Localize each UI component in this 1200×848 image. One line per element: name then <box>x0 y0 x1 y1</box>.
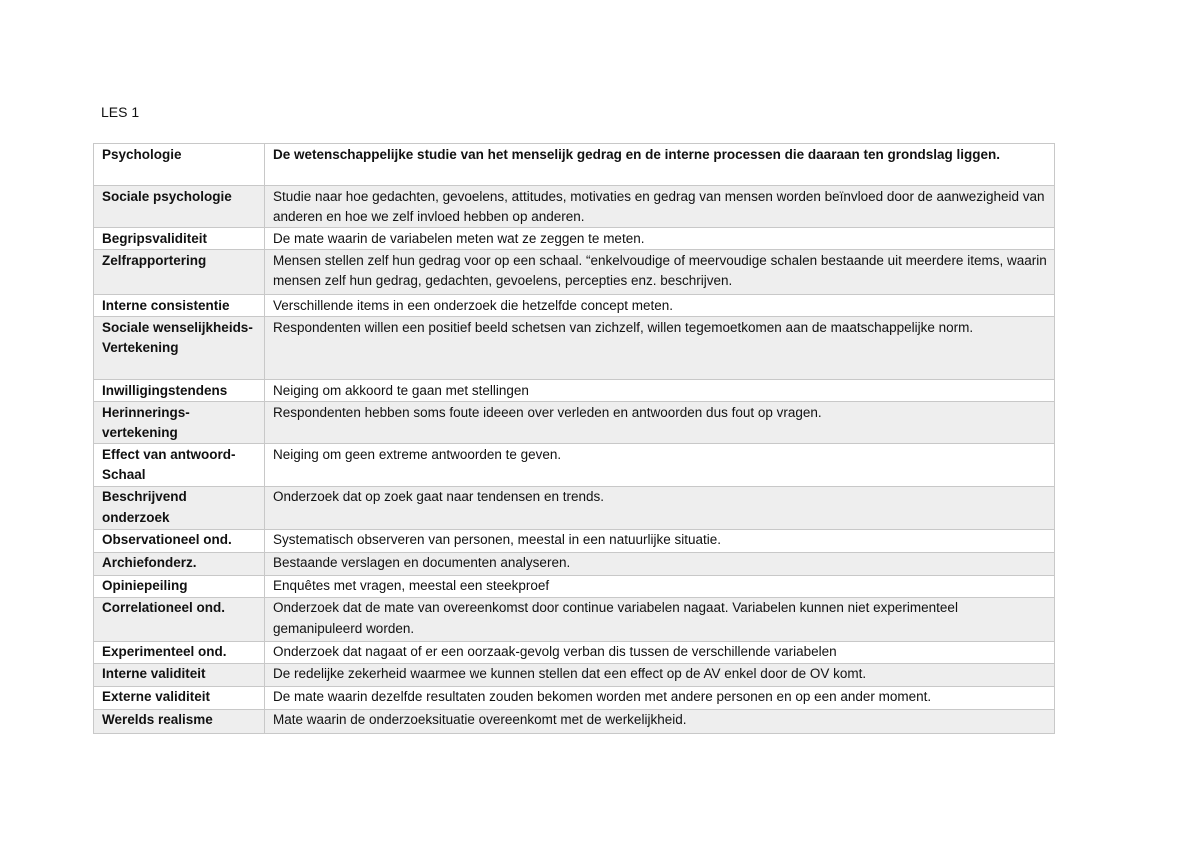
table-row <box>94 380 1055 402</box>
table-row <box>94 575 1055 597</box>
definition-cell: Onderzoek dat op zoek gaat naar tendensen en trends. <box>265 486 1055 529</box>
table-row <box>94 552 1055 575</box>
definition-cell: Onderzoek dat de mate van overeenkomst door continue variabelen nagaat. Variabelen kunnen niet experimenteel gemanipuleerd worden. <box>265 597 1055 641</box>
definition-cell: Respondenten hebben soms foute ideeen over verleden en antwoorden dus fout op vragen. <box>265 402 1055 444</box>
table-row <box>94 186 1055 228</box>
definition-cell: Neiging om geen extreme antwoorden te geven. <box>265 444 1055 486</box>
definition-cell: Systematisch observeren van personen, meestal in een natuurlijke situatie. <box>265 529 1055 552</box>
term-cell: Psychologie <box>94 144 265 186</box>
definition-cell: De redelijke zekerheid waarmee we kunnen stellen dat een effect op de AV enkel door de OV komt. <box>265 663 1055 686</box>
term-cell: Interne consistentie <box>94 295 265 317</box>
table-row <box>94 444 1055 486</box>
table-row <box>94 597 1055 641</box>
term-cell: Correlationeel ond. <box>94 597 265 641</box>
definition-cell: Onderzoek dat nagaat of er een oorzaak-gevolg verban dis tussen de verschillende variabelen <box>265 641 1055 663</box>
table-row <box>94 663 1055 686</box>
term-cell: Sociale psychologie <box>94 186 265 228</box>
definition-cell: De mate waarin dezelfde resultaten zouden bekomen worden met andere personen en op een ander moment. <box>265 686 1055 709</box>
page-title: LES 1 <box>101 104 140 120</box>
term-cell: Herinnerings-vertekening <box>94 402 265 444</box>
definition-cell: Mate waarin de onderzoeksituatie overeenkomt met de werkelijkheid. <box>265 709 1055 733</box>
term-cell: Beschrijvend onderzoek <box>94 486 265 529</box>
definition-cell: Enquêtes met vragen, meestal een steekproef <box>265 575 1055 597</box>
term-cell: Werelds realisme <box>94 709 265 733</box>
table-row <box>94 402 1055 444</box>
definition-cell: Neiging om akkoord te gaan met stellingen <box>265 380 1055 402</box>
definition-cell: Mensen stellen zelf hun gedrag voor op een schaal. “enkelvoudige of meervoudige schalen bestaande uit meerdere items, waarin mensen zelf hun gedrag, gedachten, gevoelens, percepties enz. beschrijven. <box>265 250 1055 295</box>
definition-cell: De mate waarin de variabelen meten wat ze zeggen te meten. <box>265 228 1055 250</box>
glossary-table <box>93 143 1055 734</box>
definition-cell: De wetenschappelijke studie van het menselijk gedrag en de interne processen die daaraan ten grondslag liggen. <box>265 144 1055 186</box>
term-cell: Archiefonderz. <box>94 552 265 575</box>
table-row <box>94 529 1055 552</box>
table-row <box>94 228 1055 250</box>
table-row <box>94 686 1055 709</box>
term-cell: Inwilligingstendens <box>94 380 265 402</box>
table-row <box>94 317 1055 380</box>
term-cell: Interne validiteit <box>94 663 265 686</box>
table-row <box>94 641 1055 663</box>
definition-cell: Respondenten willen een positief beeld schetsen van zichzelf, willen tegemoetkomen aan de maatschappelijke norm. <box>265 317 1055 380</box>
term-cell: Begripsvaliditeit <box>94 228 265 250</box>
table-row <box>94 144 1055 186</box>
term-cell: Opiniepeiling <box>94 575 265 597</box>
definition-cell: Studie naar hoe gedachten, gevoelens, attitudes, motivaties en gedrag van mensen worden beïnvloed door de aanwezigheid van anderen en hoe we zelf invloed hebben op anderen. <box>265 186 1055 228</box>
table-row <box>94 486 1055 529</box>
term-cell: Externe validiteit <box>94 686 265 709</box>
term-cell: Effect van antwoord-Schaal <box>94 444 265 486</box>
definition-cell: Verschillende items in een onderzoek die hetzelfde concept meten. <box>265 295 1055 317</box>
term-cell: Observationeel ond. <box>94 529 265 552</box>
table-row <box>94 709 1055 733</box>
table-row <box>94 295 1055 317</box>
term-cell: Experimenteel ond. <box>94 641 265 663</box>
definition-cell: Bestaande verslagen en documenten analyseren. <box>265 552 1055 575</box>
table-row <box>94 250 1055 295</box>
term-cell: Sociale wenselijkheids-Vertekening <box>94 317 265 380</box>
term-cell: Zelfrapportering <box>94 250 265 295</box>
